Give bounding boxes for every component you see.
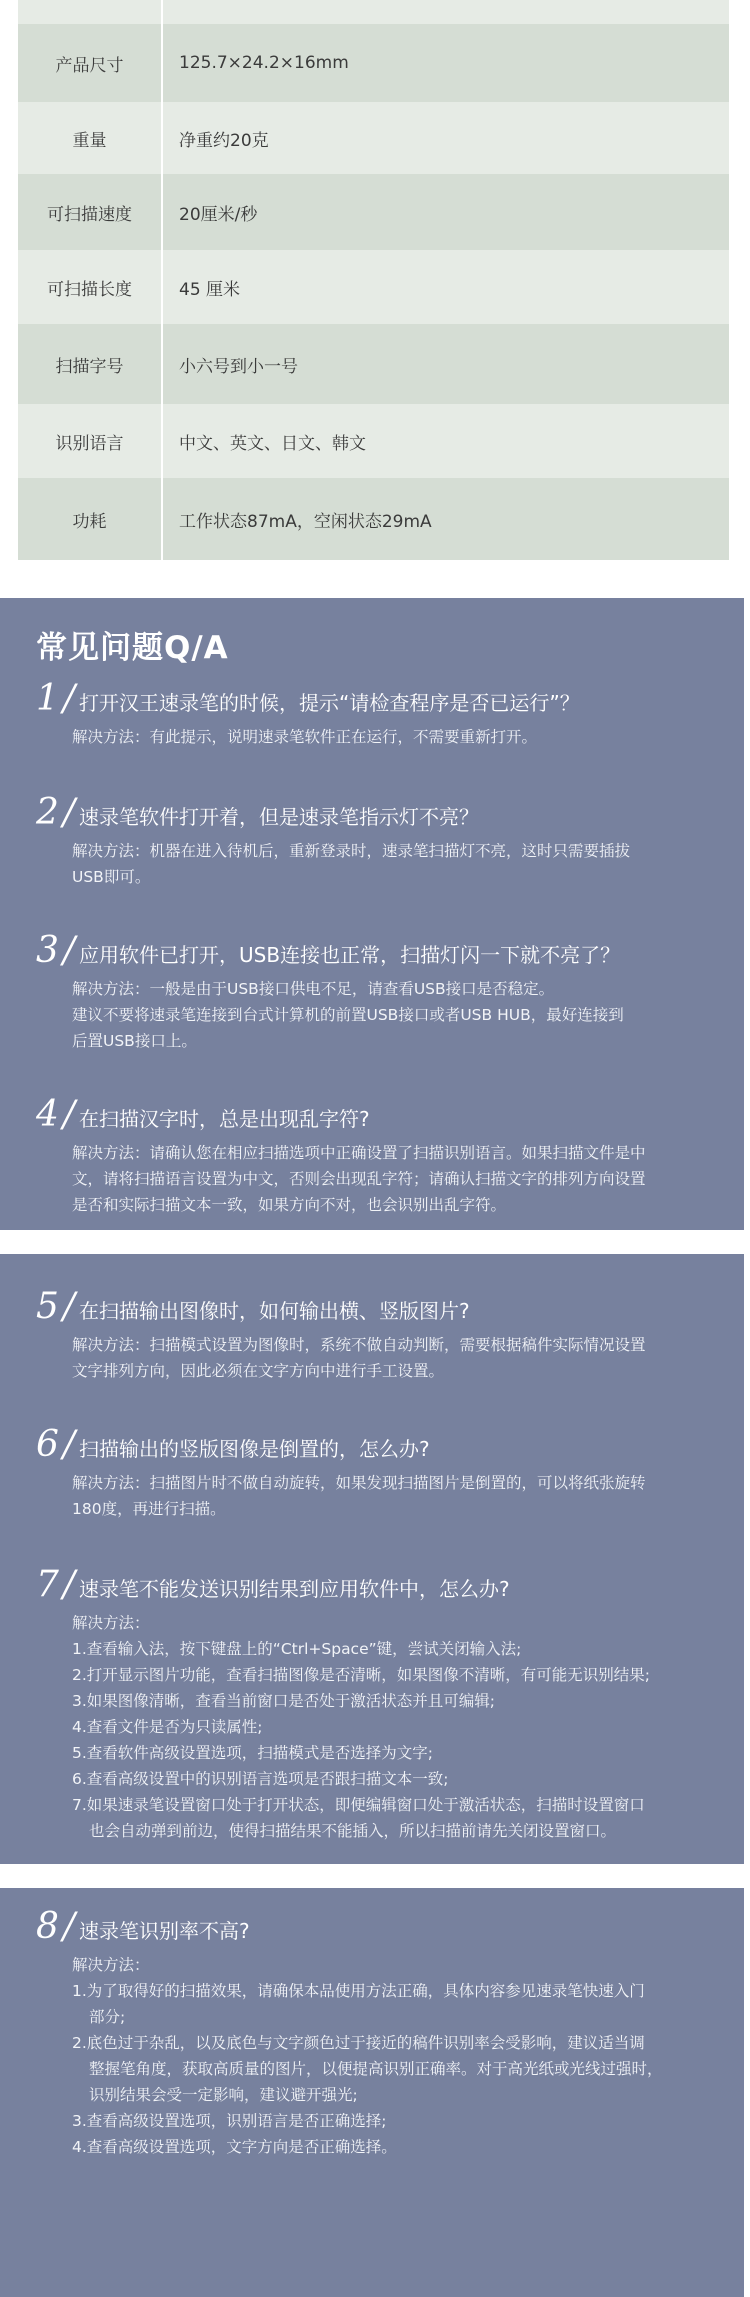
answer-line: 解决方法：	[72, 1956, 150, 1974]
spec-row-top-cut	[18, 0, 729, 24]
answer-line: 识别结果会受一定影响，建议避开强光;	[89, 2086, 358, 2104]
spec-value: 净重约20克	[179, 130, 269, 151]
answer-line: 3.如果图像清晰，查看当前窗口是否处于激活状态并且可编辑;	[72, 1692, 496, 1710]
spec-value: 20厘米/秒	[179, 204, 258, 225]
qa-item	[36, 932, 716, 1054]
question-text: 扫描输出的竖版图像是倒置的，怎么办?	[79, 1437, 430, 1461]
spec-row	[18, 102, 729, 174]
question-number: 1	[36, 678, 59, 719]
question-number: 3	[36, 930, 59, 971]
answer-line: 解决方法：	[72, 1614, 150, 1632]
answer-line: 1.为了取得好的扫描效果，请确保本品使用方法正确，具体内容参见速录笔快速入门	[72, 1982, 645, 2000]
qa-item	[36, 1426, 716, 1522]
answer-line: 1.查看输入法，按下键盘上的“Ctrl+Space”键，尝试关闭输入法;	[72, 1640, 522, 1658]
spec-label: 扫描字号	[18, 324, 163, 404]
answer-line: 6.查看高级设置中的识别语言选项是否跟扫描文本一致;	[72, 1770, 449, 1788]
answer-line: 建议不要将速录笔连接到台式计算机的前置USB接口或者USB HUB，最好连接到	[72, 1006, 624, 1024]
spec-value: 中文、英文、日文、韩文	[179, 433, 366, 454]
question-number: 2	[36, 792, 59, 833]
answer-line: 3.查看高级设置选项，识别语言是否正确选择;	[72, 2112, 387, 2130]
answer-line: USB即可。	[72, 868, 151, 886]
spec-label: 可扫描长度	[18, 250, 163, 324]
spec-row	[18, 404, 729, 478]
answer-line: 4.查看文件是否为只读属性;	[72, 1718, 263, 1736]
slash-glyph: /	[62, 1094, 76, 1135]
spec-label: 重量	[18, 102, 163, 174]
question-number: 6	[36, 1424, 59, 1465]
answer	[72, 724, 716, 750]
qa-panel-1	[0, 598, 744, 1230]
answer-line: 是否和实际扫描文本一致，如果方向不对，也会识别出乱字符。	[72, 1196, 507, 1214]
answer-line: 解决方法：扫描模式设置为图像时，系统不做自动判断，需要根据稿件实际情况设置	[72, 1336, 646, 1354]
spec-label: 识别语言	[18, 404, 163, 478]
answer	[72, 1332, 716, 1384]
spec-value: 工作状态87mA，空闲状态29mA	[179, 511, 432, 532]
answer-line: 2.底色过于杂乱，以及底色与文字颜色过于接近的稿件识别率会受影响，建议适当调	[72, 2034, 645, 2052]
answer	[72, 1610, 716, 1844]
qa-item	[36, 1288, 716, 1384]
answer	[72, 976, 716, 1054]
spec-label: 产品尺寸	[18, 24, 163, 102]
question-number: 5	[36, 1286, 59, 1327]
question-number: 4	[36, 1094, 59, 1135]
spec-row	[18, 250, 729, 324]
qa-item	[36, 680, 716, 750]
answer-line: 2.打开显示图片功能，查看扫描图像是否清晰，如果图像不清晰，有可能无识别结果;	[72, 1666, 651, 1684]
qa-item	[36, 1566, 716, 1844]
answer-line: 解决方法：机器在进入待机后，重新登录时，速录笔扫描灯不亮，这时只需要插拔	[72, 842, 631, 860]
spec-table	[18, 0, 729, 560]
spec-row	[18, 324, 729, 404]
spec-label: 可扫描速度	[18, 174, 163, 250]
answer	[72, 838, 716, 890]
spec-label: 功耗	[18, 478, 163, 560]
answer-line: 7.如果速录笔设置窗口处于打开状态，即便编辑窗口处于激活状态，扫描时设置窗口	[72, 1796, 645, 1814]
qa-title: 常见问题Q/A	[36, 630, 229, 666]
slash-glyph: /	[62, 1424, 76, 1465]
question-text: 在扫描输出图像时，如何输出横、竖版图片?	[79, 1299, 470, 1323]
answer-line: 解决方法：有此提示，说明速录笔软件正在运行，不需要重新打开。	[72, 728, 538, 746]
answer-line: 整握笔角度，获取高质量的图片，以便提高识别正确率。对于高光纸或光线过强时，	[89, 2060, 663, 2078]
answer-line: 解决方法：一般是由于USB接口供电不足，请查看USB接口是否稳定。	[72, 980, 555, 998]
slash-glyph: /	[62, 930, 76, 971]
answer-line: 4.查看高级设置选项，文字方向是否正确选择。	[72, 2138, 397, 2156]
qa-item	[36, 1096, 716, 1218]
qa-item	[36, 1908, 716, 2160]
slash-glyph: /	[62, 1286, 76, 1327]
answer-line: 5.查看软件高级设置选项，扫描模式是否选择为文字;	[72, 1744, 434, 1762]
spec-row	[18, 174, 729, 250]
answer-line: 文字排列方向，因此必须在文字方向中进行手工设置。	[72, 1362, 445, 1380]
slash-glyph: /	[62, 1564, 76, 1605]
question-number: 8	[36, 1906, 59, 1947]
slash-glyph: /	[62, 678, 76, 719]
spec-label-empty	[18, 0, 163, 24]
qa-panel-2	[0, 1254, 744, 1864]
spec-value: 125.7×24.2×16mm	[179, 53, 349, 73]
answer-line: 180度，再进行扫描。	[72, 1500, 226, 1518]
answer	[72, 1952, 716, 2160]
answer	[72, 1470, 716, 1522]
spec-value: 45 厘米	[179, 279, 241, 300]
answer-line: 文，请将扫描语言设置为中文，否则会出现乱字符；请确认扫描文字的排列方向设置	[72, 1170, 646, 1188]
qa-item	[36, 794, 716, 890]
answer	[72, 1140, 716, 1218]
answer-line: 解决方法：扫描图片时不做自动旋转，如果发现扫描图片是倒置的，可以将纸张旋转	[72, 1474, 646, 1492]
question-number: 7	[36, 1564, 59, 1605]
question-text: 速录笔识别率不高?	[79, 1919, 250, 1943]
question-text: 打开汉王速录笔的时候，提示“请检查程序是否已运行”？	[79, 691, 580, 715]
slash-glyph: /	[62, 792, 76, 833]
answer-line: 部分;	[89, 2008, 126, 2026]
qa-panel-3	[0, 1888, 744, 2297]
answer-line: 也会自动弹到前边，使得扫描结果不能插入，所以扫描前请先关闭设置窗口。	[89, 1822, 617, 1840]
spec-value: 小六号到小一号	[179, 356, 298, 377]
slash-glyph: /	[62, 1906, 76, 1947]
question-text: 应用软件已打开，USB连接也正常，扫描灯闪一下就不亮了？	[79, 943, 621, 967]
question-text: 速录笔软件打开着，但是速录笔指示灯不亮？	[79, 805, 480, 829]
spec-row	[18, 24, 729, 102]
question-text: 在扫描汉字时，总是出现乱字符?	[79, 1107, 370, 1131]
answer-line: 解决方法：请确认您在相应扫描选项中正确设置了扫描识别语言。如果扫描文件是中	[72, 1144, 646, 1162]
question-text: 速录笔不能发送识别结果到应用软件中，怎么办?	[79, 1577, 510, 1601]
answer-line: 后置USB接口上。	[72, 1032, 197, 1050]
spec-row	[18, 478, 729, 560]
